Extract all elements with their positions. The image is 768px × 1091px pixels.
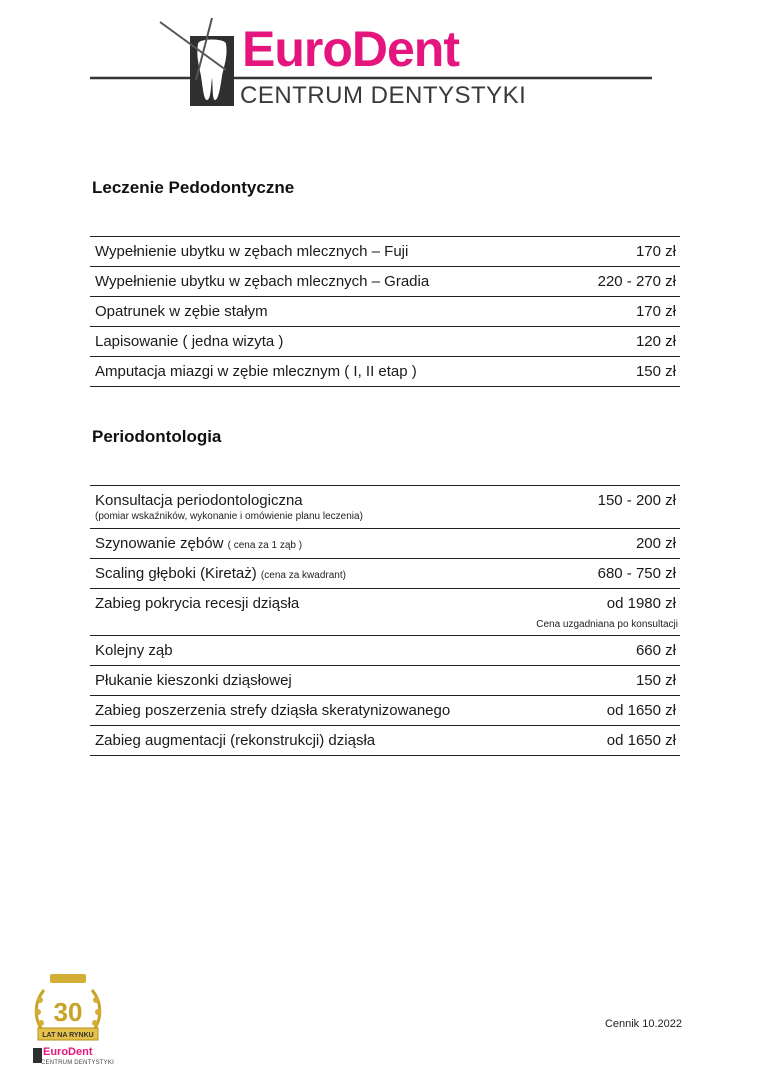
item-name: Lapisowanie ( jedna wizyta ): [95, 333, 284, 350]
badge-brand-subtitle: CENTRUM DENTYSTYKI: [41, 1060, 114, 1066]
item-price: 170 zł: [635, 243, 676, 260]
table-row: [90, 696, 680, 726]
table-row: [90, 666, 680, 696]
item-price: 660 zł: [635, 642, 676, 659]
item-price: 680 - 750 zł: [597, 565, 676, 582]
item-note: (pomiar wskaźników, wykonanie i omówienie planu leczenia): [95, 511, 363, 522]
brand-subtitle: CENTRUM DENTYSTYKI: [240, 82, 527, 109]
item-name: Zabieg pokrycia recesji dziąsła: [95, 595, 300, 612]
price-list-date: Cennik 10.2022: [604, 1018, 682, 1030]
section-title-periodontology: Periodontologia: [92, 427, 222, 446]
item-name-group: [95, 565, 346, 582]
item-name: Zabieg poszerzenia strefy dziąsła skeratynizowanego: [95, 702, 451, 719]
table-row: [90, 589, 680, 636]
item-name: Wypełnienie ubytku w zębach mlecznych – Fuji: [95, 243, 409, 260]
item-price: od 1980 zł: [606, 595, 676, 612]
item-price: 120 zł: [635, 333, 676, 350]
table-row: [90, 636, 680, 666]
item-price: 150 zł: [635, 672, 676, 689]
item-name: Amputacja miazgi w zębie mlecznym ( I, II etap ): [95, 363, 417, 380]
item-name: Scaling głęboki (Kiretaż): [95, 565, 257, 582]
price-table-pedodontic: [90, 236, 680, 387]
item-price: 150 - 200 zł: [597, 492, 676, 509]
item-name: Wypełnienie ubytku w zębach mlecznych – Gradia: [95, 273, 430, 290]
item-name: Zabieg augmentacji (rekonstrukcji) dziąsła: [95, 732, 376, 749]
table-row: [90, 327, 680, 357]
badge-brand-name: EuroDent: [43, 1046, 93, 1058]
badge-number: 30: [53, 997, 83, 1027]
item-price: 170 zł: [635, 303, 676, 320]
item-name: Płukanie kieszonki dziąsłowej: [95, 672, 292, 689]
item-price: od 1650 zł: [606, 732, 676, 749]
brand-name: EuroDent: [242, 21, 459, 77]
price-table-periodontology: [90, 485, 680, 756]
item-name: Opatrunek w zębie stałym: [95, 303, 268, 320]
table-row: [90, 486, 680, 529]
item-price: od 1650 zł: [606, 702, 676, 719]
item-name: Szynowanie zębów: [95, 535, 224, 552]
table-row: [90, 237, 680, 267]
item-price: 220 - 270 zł: [597, 273, 676, 290]
item-price: 200 zł: [635, 535, 676, 552]
table-row: [90, 726, 680, 756]
item-name-group: [95, 535, 302, 552]
table-row: [90, 357, 680, 387]
item-inline-note: (cena za kwadrant): [260, 570, 346, 581]
table-row: [90, 529, 680, 559]
table-row: [90, 297, 680, 327]
table-row: [90, 559, 680, 589]
item-inline-note: ( cena za 1 ząb ): [227, 540, 303, 551]
item-price: 150 zł: [635, 363, 676, 380]
item-name: Kolejny ząb: [95, 642, 173, 659]
item-price-note: Cena uzgadniana po konsultacji: [536, 619, 678, 630]
badge-text: LAT NA RYNKU: [42, 1032, 94, 1039]
table-row: [90, 267, 680, 297]
item-name: Konsultacja periodontologiczna: [95, 492, 303, 509]
header-logo: [0, 0, 768, 120]
section-title-pedodontic: Leczenie Pedodontyczne: [92, 178, 295, 197]
